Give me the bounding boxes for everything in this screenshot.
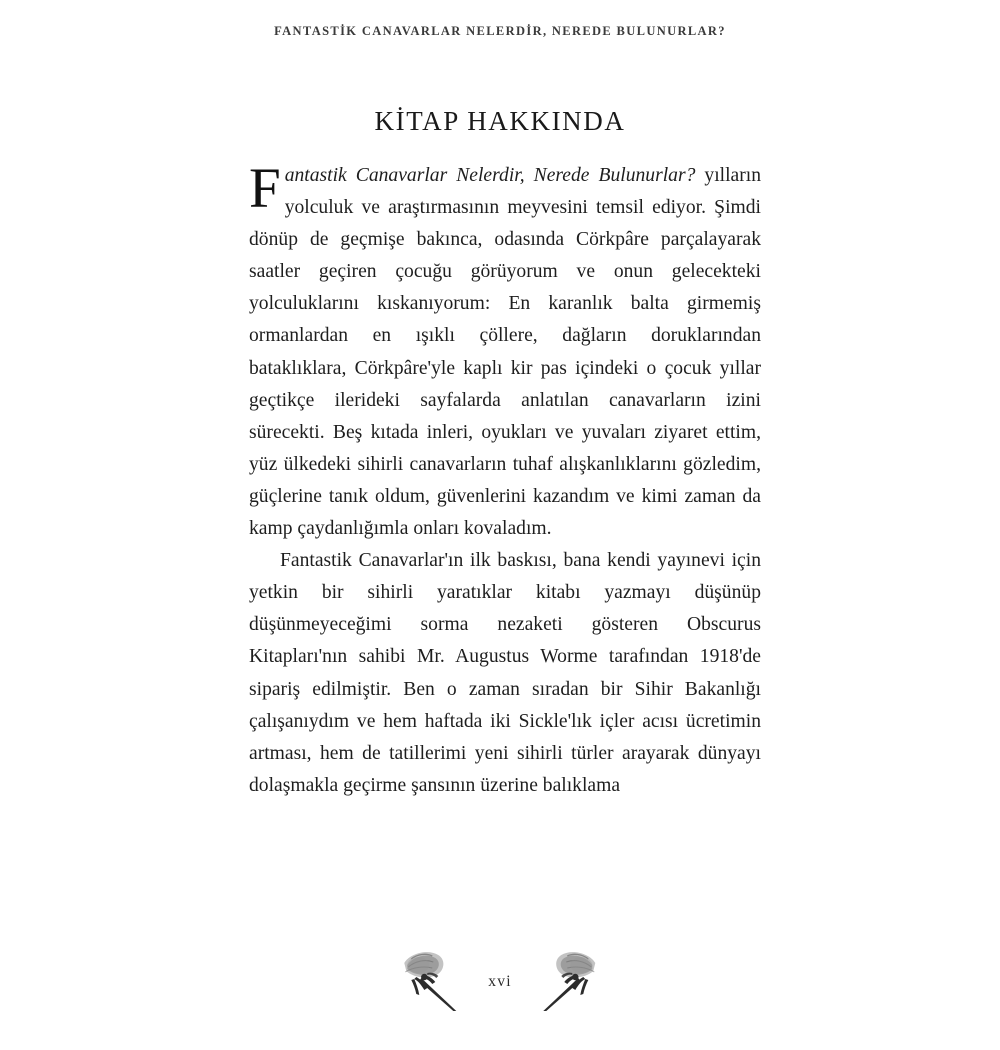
page-number: xvi xyxy=(488,972,512,990)
feathered-flourish-ornament-right xyxy=(542,945,606,1011)
running-header: FANTASTİK CANAVARLAR NELERDİR, NEREDE BULUNURLAR? xyxy=(274,24,726,38)
paragraph-1-text: yılların yolculuk ve araştırmasının meyvesini temsil ediyor. Şimdi dönüp de geçmişe bakınca, odasında Cörkpâre parçalayarak saatler geçiren çocuğu görüyorum ve onun gelecekteki yolculuklarını kıskanıyorum: En karanlık balta girmemiş ormanlardan en ışıklı çöllere, dağların doruklarından bataklıklara, Cörkpâre'yle kaplı kir pas içindeki o çocuk yıllar geçtikçe ilerideki sayfalarda anlatılan canavarların izini sürecekti. Beş kıtada inleri, oyukları ve yuvaları ziyaret ettim, yüz ülkedeki sihirli canavarların tuhaf alışkanlıklarını gözledim, güçlerine tanık oldum, güvenlerini kazandım ve kimi zaman da kamp çaydanlığımla onları kovaladım. xyxy=(249,165,761,540)
paragraph-2: Fantastik Canavarlar'ın ilk baskısı, bana kendi yayınevi için yetkin bir sihirli yaratıklar kitabı yazmayı düşünüp düşünmeyeceğimi sorma nezaketi gösteren Obscurus Kitapları'nın sahibi Mr. Augustus Worme tarafından 1918'de sipariş edilmiştir. Ben o zaman sıradan bir Sihir Bakanlığı çalışanıydım ve hem haftada iki Sickle'lık içler acısı ücretimin artması, hem de tatillerimi yeni sihirli türler arayarak dünyayı dolaşmakla geçirme şansının üzerine balıklama xyxy=(249,550,761,796)
feathered-flourish-ornament-left xyxy=(394,945,458,1011)
drop-cap-letter: F xyxy=(249,157,281,220)
footer-inner xyxy=(394,940,605,1015)
paragraph-1 xyxy=(249,157,761,545)
book-title-italic: antastik Canavarlar Nelerdir, Nerede Bulunurlar? xyxy=(284,165,696,186)
chapter-title: KİTAP HAKKINDA xyxy=(374,106,626,137)
body-text-block xyxy=(249,157,761,802)
page-footer xyxy=(0,940,1000,1020)
